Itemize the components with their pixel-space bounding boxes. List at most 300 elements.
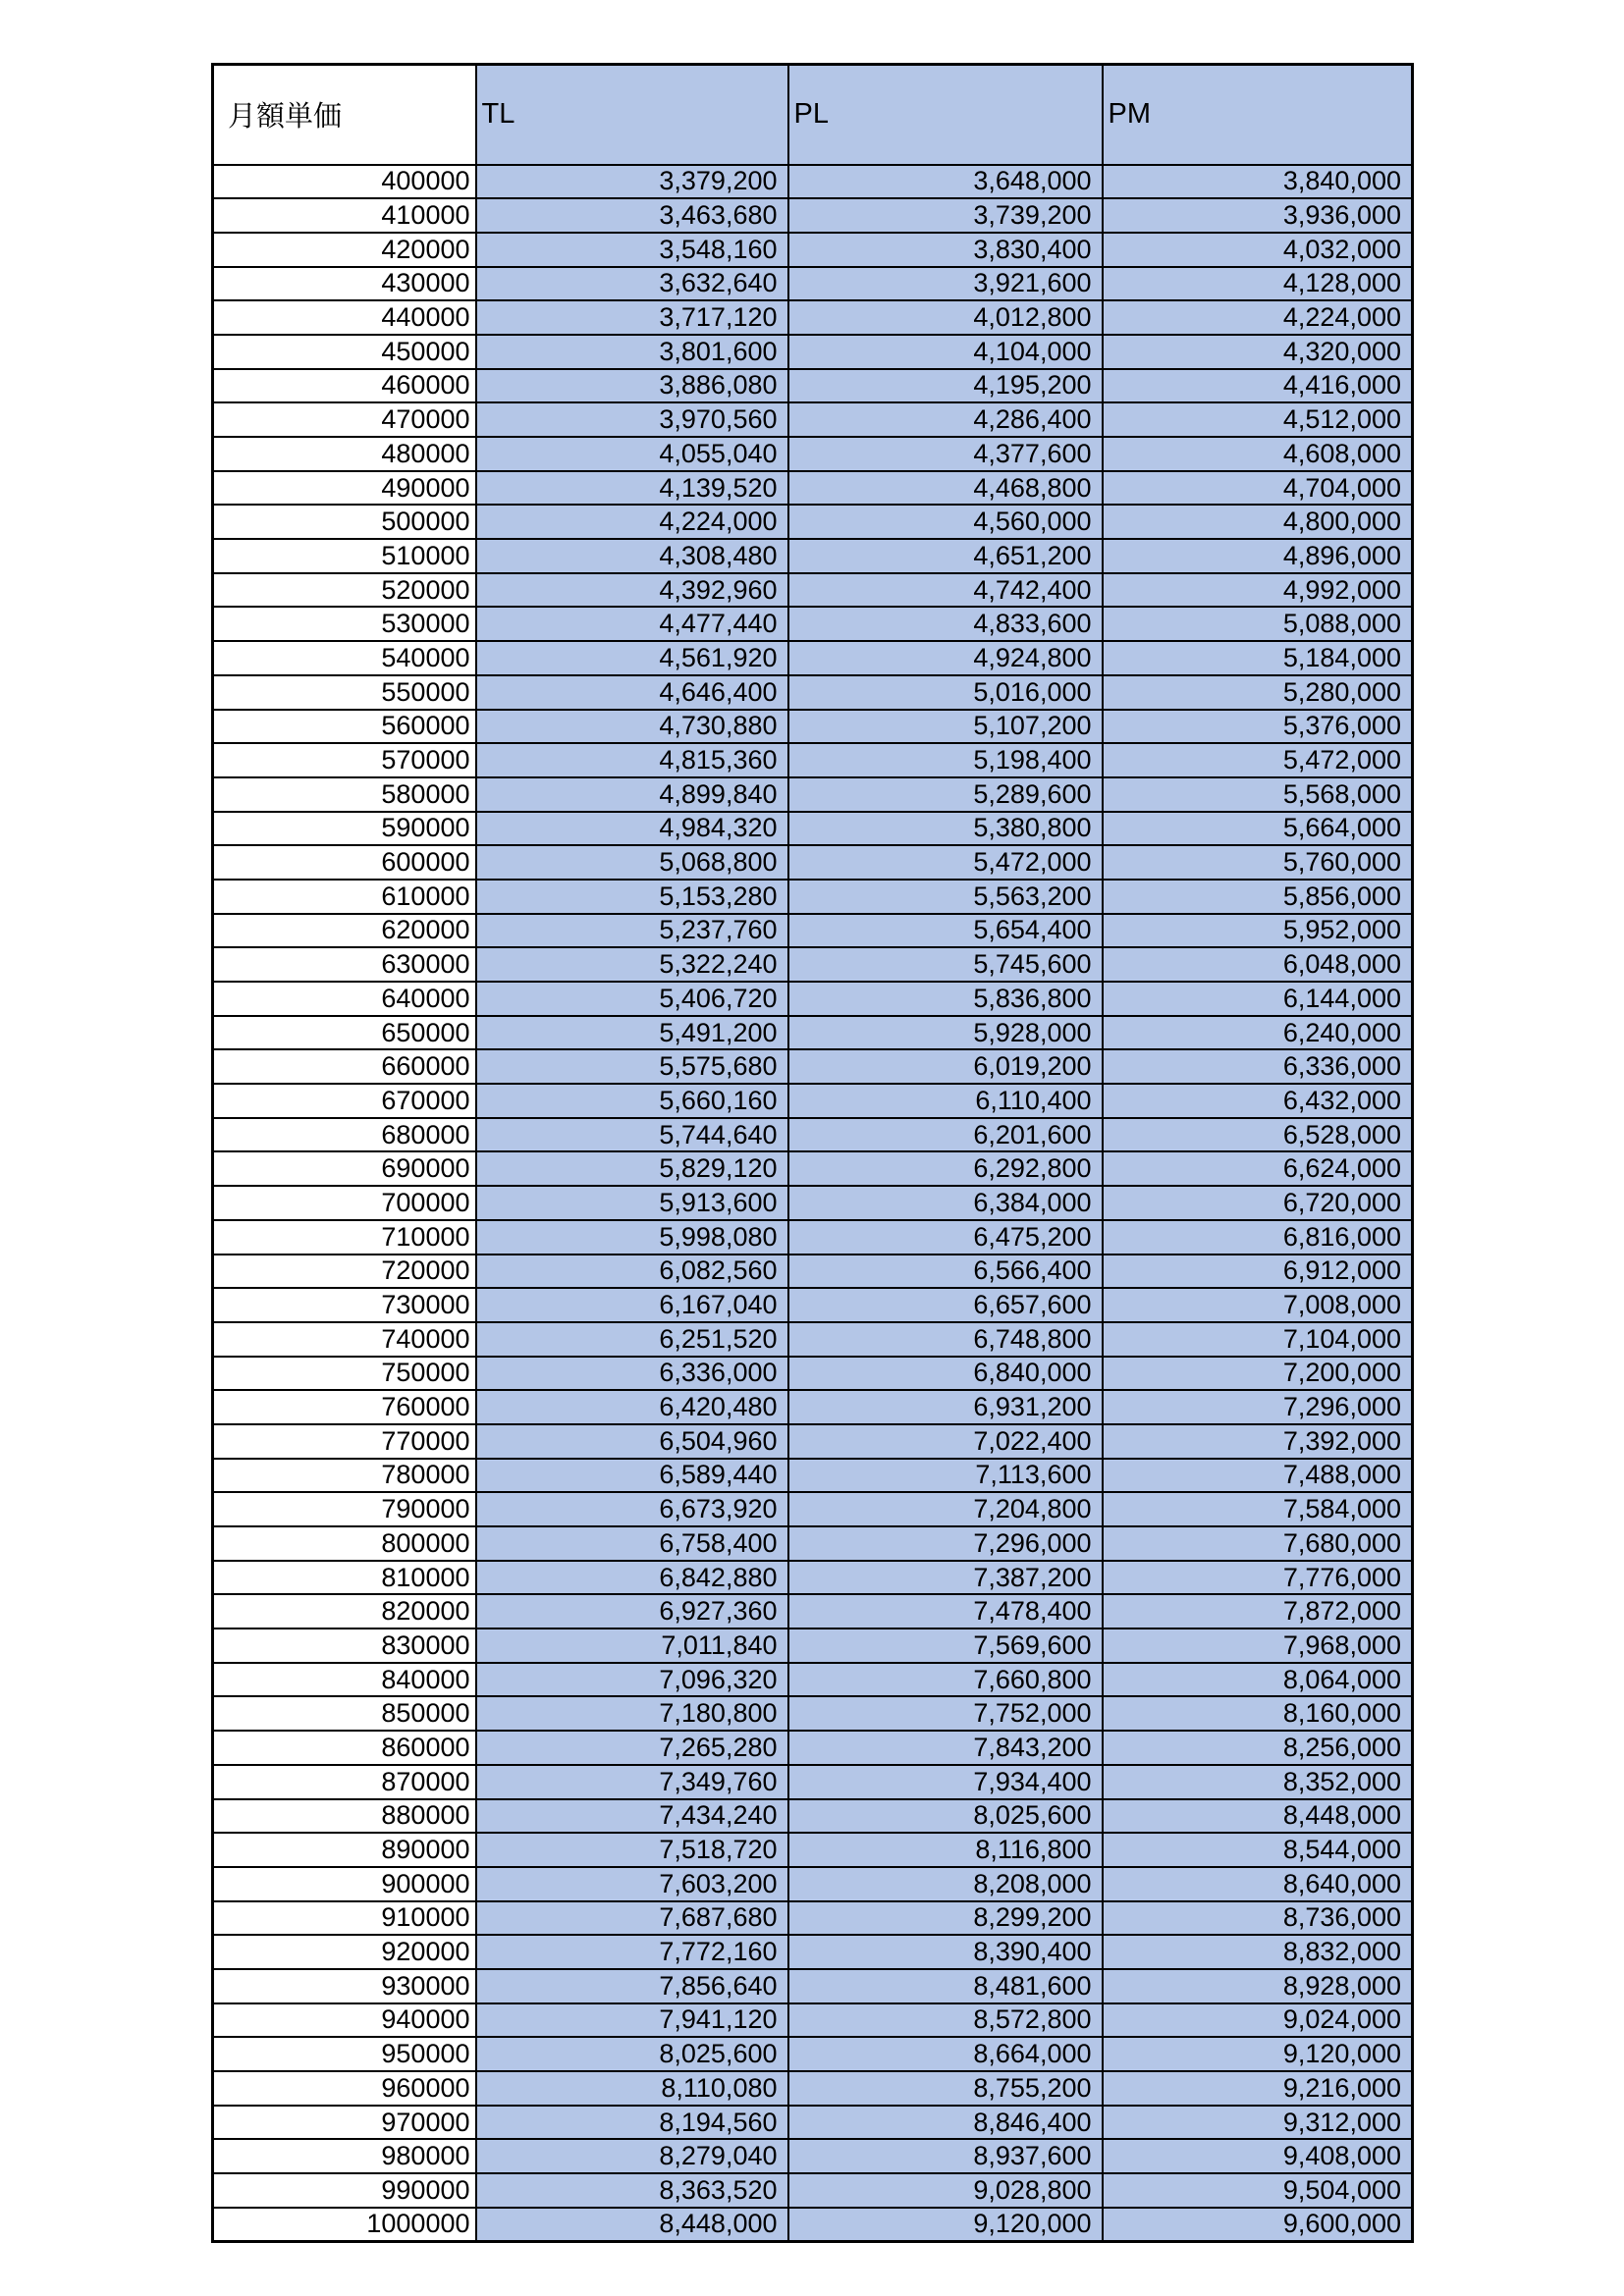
tl-value-cell: 3,717,120	[476, 300, 788, 335]
table-header	[213, 65, 1413, 165]
table-row	[213, 1663, 1413, 1697]
table-row	[213, 1867, 1413, 1901]
tl-value-cell: 4,139,520	[476, 471, 788, 506]
tl-value-cell: 6,927,360	[476, 1594, 788, 1629]
pl-value-cell: 8,025,600	[788, 1799, 1103, 1834]
pl-value-cell: 4,924,800	[788, 641, 1103, 675]
pm-value-cell: 4,512,000	[1103, 402, 1413, 437]
unit-price-cell: 910000	[213, 1901, 476, 1936]
unit-price-cell: 920000	[213, 1935, 476, 1969]
tl-value-cell: 7,265,280	[476, 1731, 788, 1765]
pl-value-cell: 7,113,600	[788, 1459, 1103, 1493]
pl-value-cell: 8,846,400	[788, 2106, 1103, 2140]
table-row	[213, 402, 1413, 437]
table-row	[213, 471, 1413, 506]
pm-value-cell: 7,968,000	[1103, 1629, 1413, 1663]
table-row	[213, 505, 1413, 539]
tl-value-cell: 4,055,040	[476, 437, 788, 471]
unit-price-cell: 400000	[213, 165, 476, 199]
table-row	[213, 845, 1413, 880]
pm-value-cell: 7,008,000	[1103, 1288, 1413, 1322]
table-row	[213, 1118, 1413, 1152]
table-row	[213, 165, 1413, 199]
pm-value-cell: 9,408,000	[1103, 2139, 1413, 2173]
pm-value-cell: 7,776,000	[1103, 1561, 1413, 1595]
unit-price-cell: 820000	[213, 1594, 476, 1629]
table-row	[213, 914, 1413, 948]
tl-value-cell: 5,913,600	[476, 1186, 788, 1220]
table-row	[213, 1357, 1413, 1391]
pm-value-cell: 8,640,000	[1103, 1867, 1413, 1901]
tl-value-cell: 8,363,520	[476, 2173, 788, 2208]
table-row	[213, 982, 1413, 1016]
pm-value-cell: 8,736,000	[1103, 1901, 1413, 1936]
tl-value-cell: 5,068,800	[476, 845, 788, 880]
pl-value-cell: 7,296,000	[788, 1526, 1103, 1561]
unit-price-cell: 690000	[213, 1151, 476, 1186]
unit-price-cell: 550000	[213, 675, 476, 710]
unit-price-cell: 420000	[213, 233, 476, 267]
unit-price-cell: 770000	[213, 1424, 476, 1459]
pl-value-cell: 7,204,800	[788, 1492, 1103, 1526]
pl-value-cell: 8,572,800	[788, 2003, 1103, 2038]
tl-value-cell: 8,110,080	[476, 2071, 788, 2106]
unit-price-cell: 500000	[213, 505, 476, 539]
table-row	[213, 335, 1413, 369]
pl-value-cell: 3,648,000	[788, 165, 1103, 199]
pm-value-cell: 4,416,000	[1103, 369, 1413, 403]
pl-value-cell: 8,664,000	[788, 2037, 1103, 2071]
unit-price-cell: 430000	[213, 267, 476, 301]
pl-value-cell: 7,387,200	[788, 1561, 1103, 1595]
pm-value-cell: 5,760,000	[1103, 845, 1413, 880]
table-row	[213, 607, 1413, 641]
pl-value-cell: 5,016,000	[788, 675, 1103, 710]
unit-price-cell: 680000	[213, 1118, 476, 1152]
unit-price-cell: 660000	[213, 1049, 476, 1084]
tl-value-cell: 7,180,800	[476, 1696, 788, 1731]
table-row	[213, 1255, 1413, 1289]
tl-value-cell: 4,730,880	[476, 710, 788, 744]
pl-value-cell: 4,742,400	[788, 573, 1103, 608]
pl-value-cell: 9,120,000	[788, 2208, 1103, 2242]
table-row	[213, 1629, 1413, 1663]
unit-price-cell: 740000	[213, 1322, 476, 1357]
tl-value-cell: 5,153,280	[476, 880, 788, 914]
pm-value-cell: 5,184,000	[1103, 641, 1413, 675]
pl-value-cell: 4,377,600	[788, 437, 1103, 471]
pl-value-cell: 5,928,000	[788, 1016, 1103, 1050]
tl-value-cell: 5,744,640	[476, 1118, 788, 1152]
tl-value-cell: 7,772,160	[476, 1935, 788, 1969]
unit-price-cell: 480000	[213, 437, 476, 471]
tl-value-cell: 6,842,880	[476, 1561, 788, 1595]
unit-price-cell: 970000	[213, 2106, 476, 2140]
tl-value-cell: 5,575,680	[476, 1049, 788, 1084]
pl-value-cell: 5,745,600	[788, 947, 1103, 982]
pm-value-cell: 6,912,000	[1103, 1255, 1413, 1289]
unit-price-cell: 780000	[213, 1459, 476, 1493]
pl-value-cell: 5,836,800	[788, 982, 1103, 1016]
tl-value-cell: 5,322,240	[476, 947, 788, 982]
table-row	[213, 300, 1413, 335]
pl-value-cell: 8,937,600	[788, 2139, 1103, 2173]
unit-price-cell: 530000	[213, 607, 476, 641]
monthly-rate-table	[211, 63, 1414, 2243]
pm-value-cell: 5,088,000	[1103, 607, 1413, 641]
tl-value-cell: 7,518,720	[476, 1833, 788, 1867]
unit-price-cell: 490000	[213, 471, 476, 506]
table-row	[213, 1901, 1413, 1936]
table-row	[213, 710, 1413, 744]
unit-price-cell: 540000	[213, 641, 476, 675]
unit-price-cell: 940000	[213, 2003, 476, 2038]
pm-value-cell: 4,992,000	[1103, 573, 1413, 608]
pm-value-cell: 5,376,000	[1103, 710, 1413, 744]
table-row	[213, 1765, 1413, 1799]
tl-value-cell: 6,504,960	[476, 1424, 788, 1459]
pm-value-cell: 3,840,000	[1103, 165, 1413, 199]
tl-value-cell: 5,237,760	[476, 914, 788, 948]
pm-value-cell: 8,832,000	[1103, 1935, 1413, 1969]
tl-value-cell: 3,379,200	[476, 165, 788, 199]
tl-value-cell: 6,589,440	[476, 1459, 788, 1493]
unit-price-cell: 960000	[213, 2071, 476, 2106]
pl-value-cell: 6,931,200	[788, 1390, 1103, 1424]
unit-price-cell: 900000	[213, 1867, 476, 1901]
table-row	[213, 2173, 1413, 2208]
pm-value-cell: 6,528,000	[1103, 1118, 1413, 1152]
pm-value-cell: 7,584,000	[1103, 1492, 1413, 1526]
pl-value-cell: 9,028,800	[788, 2173, 1103, 2208]
unit-price-cell: 990000	[213, 2173, 476, 2208]
pm-value-cell: 7,488,000	[1103, 1459, 1413, 1493]
pm-value-cell: 9,216,000	[1103, 2071, 1413, 2106]
pl-value-cell: 4,286,400	[788, 402, 1103, 437]
header-tl: TL	[476, 65, 788, 165]
table-row	[213, 1424, 1413, 1459]
tl-value-cell: 3,801,600	[476, 335, 788, 369]
tl-value-cell: 7,856,640	[476, 1969, 788, 2003]
table-row	[213, 1833, 1413, 1867]
pm-value-cell: 6,144,000	[1103, 982, 1413, 1016]
unit-price-cell: 640000	[213, 982, 476, 1016]
pl-value-cell: 8,755,200	[788, 2071, 1103, 2106]
tl-value-cell: 4,224,000	[476, 505, 788, 539]
pm-value-cell: 4,800,000	[1103, 505, 1413, 539]
pm-value-cell: 6,240,000	[1103, 1016, 1413, 1050]
table-row	[213, 2208, 1413, 2242]
table-row	[213, 1049, 1413, 1084]
table-row	[213, 2003, 1413, 2038]
unit-price-cell: 630000	[213, 947, 476, 982]
tl-value-cell: 3,886,080	[476, 369, 788, 403]
pl-value-cell: 4,560,000	[788, 505, 1103, 539]
unit-price-cell: 710000	[213, 1220, 476, 1255]
unit-price-cell: 860000	[213, 1731, 476, 1765]
pm-value-cell: 5,280,000	[1103, 675, 1413, 710]
table-row	[213, 267, 1413, 301]
table-row	[213, 2106, 1413, 2140]
table-row	[213, 1935, 1413, 1969]
unit-price-cell: 560000	[213, 710, 476, 744]
table-row	[213, 1696, 1413, 1731]
table-row	[213, 198, 1413, 233]
pl-value-cell: 4,104,000	[788, 335, 1103, 369]
pl-value-cell: 8,481,600	[788, 1969, 1103, 2003]
pl-value-cell: 5,198,400	[788, 743, 1103, 777]
table-row	[213, 1526, 1413, 1561]
table-row	[213, 233, 1413, 267]
table-row	[213, 1322, 1413, 1357]
pl-value-cell: 5,563,200	[788, 880, 1103, 914]
tl-value-cell: 5,829,120	[476, 1151, 788, 1186]
pl-value-cell: 6,292,800	[788, 1151, 1103, 1186]
pm-value-cell: 9,600,000	[1103, 2208, 1413, 2242]
tl-value-cell: 5,660,160	[476, 1084, 788, 1118]
pm-value-cell: 9,312,000	[1103, 2106, 1413, 2140]
tl-value-cell: 4,477,440	[476, 607, 788, 641]
unit-price-cell: 670000	[213, 1084, 476, 1118]
table-row	[213, 1561, 1413, 1595]
table-row	[213, 880, 1413, 914]
pl-value-cell: 7,022,400	[788, 1424, 1103, 1459]
unit-price-cell: 760000	[213, 1390, 476, 1424]
table-row	[213, 369, 1413, 403]
unit-price-cell: 880000	[213, 1799, 476, 1834]
pm-value-cell: 6,720,000	[1103, 1186, 1413, 1220]
table-row	[213, 777, 1413, 812]
table-row	[213, 812, 1413, 846]
pl-value-cell: 8,116,800	[788, 1833, 1103, 1867]
header-pm: PM	[1103, 65, 1413, 165]
table-row	[213, 1186, 1413, 1220]
pm-value-cell: 4,320,000	[1103, 335, 1413, 369]
unit-price-cell: 410000	[213, 198, 476, 233]
pl-value-cell: 8,390,400	[788, 1935, 1103, 1969]
tl-value-cell: 4,984,320	[476, 812, 788, 846]
table-row	[213, 2037, 1413, 2071]
unit-price-cell: 720000	[213, 1255, 476, 1289]
unit-price-cell: 840000	[213, 1663, 476, 1697]
pl-value-cell: 7,752,000	[788, 1696, 1103, 1731]
unit-price-cell: 450000	[213, 335, 476, 369]
pl-value-cell: 7,478,400	[788, 1594, 1103, 1629]
unit-price-cell: 950000	[213, 2037, 476, 2071]
pm-value-cell: 9,504,000	[1103, 2173, 1413, 2208]
unit-price-cell: 460000	[213, 369, 476, 403]
unit-price-cell: 620000	[213, 914, 476, 948]
table-row	[213, 1731, 1413, 1765]
pm-value-cell: 4,224,000	[1103, 300, 1413, 335]
unit-price-cell: 800000	[213, 1526, 476, 1561]
pl-value-cell: 4,012,800	[788, 300, 1103, 335]
tl-value-cell: 4,561,920	[476, 641, 788, 675]
tl-value-cell: 3,463,680	[476, 198, 788, 233]
unit-price-cell: 980000	[213, 2139, 476, 2173]
unit-price-cell: 830000	[213, 1629, 476, 1663]
pl-value-cell: 5,107,200	[788, 710, 1103, 744]
unit-price-cell: 730000	[213, 1288, 476, 1322]
pm-value-cell: 6,432,000	[1103, 1084, 1413, 1118]
pm-value-cell: 4,608,000	[1103, 437, 1413, 471]
pl-value-cell: 4,833,600	[788, 607, 1103, 641]
unit-price-cell: 810000	[213, 1561, 476, 1595]
pl-value-cell: 4,468,800	[788, 471, 1103, 506]
pl-value-cell: 7,660,800	[788, 1663, 1103, 1697]
table-row	[213, 947, 1413, 982]
pm-value-cell: 5,952,000	[1103, 914, 1413, 948]
pm-value-cell: 8,160,000	[1103, 1696, 1413, 1731]
pm-value-cell: 4,896,000	[1103, 539, 1413, 573]
tl-value-cell: 6,336,000	[476, 1357, 788, 1391]
pm-value-cell: 8,256,000	[1103, 1731, 1413, 1765]
pl-value-cell: 5,380,800	[788, 812, 1103, 846]
table-row	[213, 2071, 1413, 2106]
pl-value-cell: 8,208,000	[788, 1867, 1103, 1901]
header-unit-price: 月額単価	[213, 65, 476, 165]
unit-price-cell: 750000	[213, 1357, 476, 1391]
table-row	[213, 539, 1413, 573]
unit-price-cell: 650000	[213, 1016, 476, 1050]
unit-price-cell: 520000	[213, 573, 476, 608]
pl-value-cell: 7,843,200	[788, 1731, 1103, 1765]
header-row	[213, 65, 1413, 165]
table-row	[213, 675, 1413, 710]
tl-value-cell: 5,491,200	[476, 1016, 788, 1050]
pm-value-cell: 8,544,000	[1103, 1833, 1413, 1867]
pm-value-cell: 7,296,000	[1103, 1390, 1413, 1424]
unit-price-cell: 470000	[213, 402, 476, 437]
table-row	[213, 1799, 1413, 1834]
table-row	[213, 1594, 1413, 1629]
pl-value-cell: 6,384,000	[788, 1186, 1103, 1220]
header-pl: PL	[788, 65, 1103, 165]
tl-value-cell: 6,758,400	[476, 1526, 788, 1561]
pl-value-cell: 7,569,600	[788, 1629, 1103, 1663]
tl-value-cell: 3,632,640	[476, 267, 788, 301]
pl-value-cell: 6,475,200	[788, 1220, 1103, 1255]
pl-value-cell: 5,289,600	[788, 777, 1103, 812]
pm-value-cell: 5,472,000	[1103, 743, 1413, 777]
table-row	[213, 573, 1413, 608]
table-row	[213, 1288, 1413, 1322]
unit-price-cell: 600000	[213, 845, 476, 880]
pl-value-cell: 6,110,400	[788, 1084, 1103, 1118]
pm-value-cell: 6,624,000	[1103, 1151, 1413, 1186]
tl-value-cell: 6,167,040	[476, 1288, 788, 1322]
pm-value-cell: 7,392,000	[1103, 1424, 1413, 1459]
table-row	[213, 743, 1413, 777]
tl-value-cell: 6,082,560	[476, 1255, 788, 1289]
table-row	[213, 641, 1413, 675]
pm-value-cell: 4,032,000	[1103, 233, 1413, 267]
tl-value-cell: 7,603,200	[476, 1867, 788, 1901]
tl-value-cell: 7,096,320	[476, 1663, 788, 1697]
pm-value-cell: 6,336,000	[1103, 1049, 1413, 1084]
tl-value-cell: 4,308,480	[476, 539, 788, 573]
tl-value-cell: 3,548,160	[476, 233, 788, 267]
table-row	[213, 1084, 1413, 1118]
tl-value-cell: 4,392,960	[476, 573, 788, 608]
table-row	[213, 1016, 1413, 1050]
tl-value-cell: 5,406,720	[476, 982, 788, 1016]
unit-price-cell: 870000	[213, 1765, 476, 1799]
unit-price-cell: 700000	[213, 1186, 476, 1220]
table-body	[213, 165, 1413, 2242]
tl-value-cell: 8,448,000	[476, 2208, 788, 2242]
table-row	[213, 1459, 1413, 1493]
tl-value-cell: 7,434,240	[476, 1799, 788, 1834]
unit-price-cell: 590000	[213, 812, 476, 846]
unit-price-cell: 790000	[213, 1492, 476, 1526]
pl-value-cell: 3,739,200	[788, 198, 1103, 233]
table-row	[213, 1151, 1413, 1186]
pm-value-cell: 7,104,000	[1103, 1322, 1413, 1357]
table-row	[213, 1969, 1413, 2003]
pm-value-cell: 8,064,000	[1103, 1663, 1413, 1697]
pl-value-cell: 6,566,400	[788, 1255, 1103, 1289]
pm-value-cell: 7,872,000	[1103, 1594, 1413, 1629]
pm-value-cell: 8,352,000	[1103, 1765, 1413, 1799]
pm-value-cell: 4,704,000	[1103, 471, 1413, 506]
tl-value-cell: 8,279,040	[476, 2139, 788, 2173]
tl-value-cell: 6,251,520	[476, 1322, 788, 1357]
pl-value-cell: 5,472,000	[788, 845, 1103, 880]
pl-value-cell: 6,019,200	[788, 1049, 1103, 1084]
pm-value-cell: 6,048,000	[1103, 947, 1413, 982]
pm-value-cell: 5,568,000	[1103, 777, 1413, 812]
tl-value-cell: 7,011,840	[476, 1629, 788, 1663]
pm-value-cell: 9,120,000	[1103, 2037, 1413, 2071]
tl-value-cell: 7,687,680	[476, 1901, 788, 1936]
table-row	[213, 1390, 1413, 1424]
pl-value-cell: 4,195,200	[788, 369, 1103, 403]
unit-price-cell: 1000000	[213, 2208, 476, 2242]
pm-value-cell: 4,128,000	[1103, 267, 1413, 301]
pl-value-cell: 3,921,600	[788, 267, 1103, 301]
pm-value-cell: 6,816,000	[1103, 1220, 1413, 1255]
pl-value-cell: 6,748,800	[788, 1322, 1103, 1357]
pl-value-cell: 3,830,400	[788, 233, 1103, 267]
unit-price-cell: 890000	[213, 1833, 476, 1867]
pm-value-cell: 8,928,000	[1103, 1969, 1413, 2003]
tl-value-cell: 3,970,560	[476, 402, 788, 437]
unit-price-cell: 570000	[213, 743, 476, 777]
pm-value-cell: 7,680,000	[1103, 1526, 1413, 1561]
unit-price-cell: 580000	[213, 777, 476, 812]
table-row	[213, 2139, 1413, 2173]
tl-value-cell: 8,194,560	[476, 2106, 788, 2140]
table-row	[213, 437, 1413, 471]
tl-value-cell: 7,349,760	[476, 1765, 788, 1799]
pl-value-cell: 6,201,600	[788, 1118, 1103, 1152]
table-row	[213, 1220, 1413, 1255]
pl-value-cell: 8,299,200	[788, 1901, 1103, 1936]
tl-value-cell: 6,420,480	[476, 1390, 788, 1424]
pm-value-cell: 5,856,000	[1103, 880, 1413, 914]
pm-value-cell: 3,936,000	[1103, 198, 1413, 233]
tl-value-cell: 6,673,920	[476, 1492, 788, 1526]
table-row	[213, 1492, 1413, 1526]
pl-value-cell: 7,934,400	[788, 1765, 1103, 1799]
unit-price-cell: 440000	[213, 300, 476, 335]
unit-price-cell: 930000	[213, 1969, 476, 2003]
tl-value-cell: 4,815,360	[476, 743, 788, 777]
pm-value-cell: 5,664,000	[1103, 812, 1413, 846]
pm-value-cell: 7,200,000	[1103, 1357, 1413, 1391]
unit-price-cell: 610000	[213, 880, 476, 914]
